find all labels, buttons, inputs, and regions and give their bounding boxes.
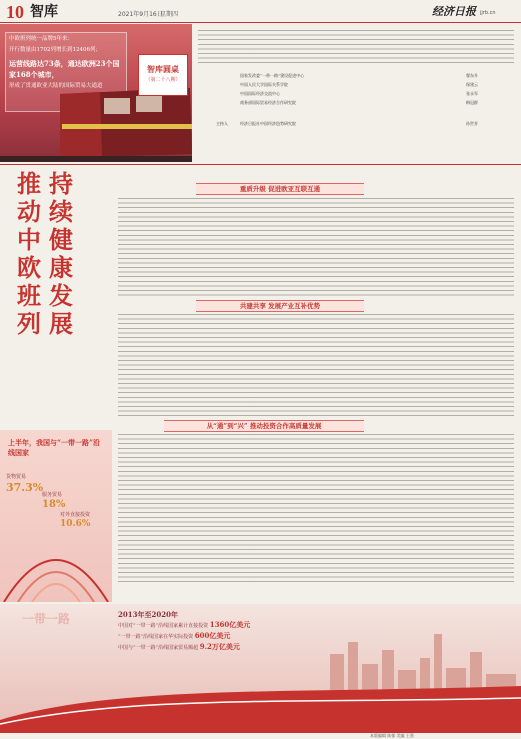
- info-line-text: 中国对“一带一路”沿线国家累计直接投资: [118, 623, 209, 629]
- watermark-text: 一带一路: [22, 612, 71, 626]
- stats-arches: [0, 538, 112, 602]
- stat-label: 服务贸易: [42, 492, 63, 498]
- issue-date: 2021年9月16日: [118, 11, 163, 18]
- section-title: 从“通”到“兴” 推动投资合作高质量发展: [206, 422, 322, 430]
- hero-card-line: 形成了贯通欧亚大陆的国际贸易大通道: [9, 83, 103, 89]
- section-heading-3: [164, 420, 364, 432]
- section-3-body: [118, 434, 514, 584]
- title-char: 中: [17, 225, 41, 254]
- title-char: 班: [17, 281, 41, 310]
- stat-item: [6, 474, 43, 494]
- title-char: 动: [17, 197, 41, 226]
- hero-card-line: 开行数量由1702列增长到12406列；: [9, 47, 101, 53]
- page-number: 10: [6, 2, 24, 22]
- info-line-value: 600亿美元: [194, 631, 231, 640]
- host-name: 孙世芳: [466, 121, 478, 126]
- intro-paragraph: [198, 30, 514, 64]
- section-heading-1: [196, 183, 364, 195]
- badge-subtitle: （第二十八期）: [145, 77, 181, 83]
- stat-label: 对外直接投资: [60, 512, 91, 518]
- title-char: 续: [49, 197, 73, 226]
- title-char: 持: [49, 169, 73, 198]
- guest-org: 国家发改委“一带一路”建设促进中心: [240, 73, 305, 78]
- stats-box: [0, 430, 112, 602]
- stat-value: 18%: [42, 499, 66, 510]
- section-1-body: [118, 198, 514, 298]
- main-title: [14, 170, 78, 420]
- bottom-banner: [0, 604, 521, 732]
- section-name: 智库: [30, 4, 58, 20]
- guest-name: 梅冠群: [466, 100, 478, 105]
- info-line: [118, 631, 318, 642]
- stat-label: 货物贸易: [6, 474, 27, 480]
- stat-item: [42, 492, 65, 511]
- guest-name: 保建云: [466, 82, 478, 87]
- guest-org: 商务部国际贸易经济合作研究院: [240, 100, 296, 105]
- stats-caption: 上半年，我国与“一带一路”沿线国家: [8, 438, 101, 457]
- section-title: 重质升级 促进欧亚互联互通: [239, 185, 321, 193]
- info-box: [118, 610, 318, 653]
- section-heading-2: [196, 300, 364, 312]
- guest-name: 翟东升: [466, 73, 478, 78]
- hero-card-line: 运营线路达73条，通达欧洲23个国家168个城市，: [9, 59, 120, 79]
- info-line: [118, 620, 318, 631]
- masthead: [0, 0, 521, 24]
- info-line-value: 9.2万亿美元: [199, 642, 240, 651]
- title-char: 欧: [17, 253, 41, 282]
- roundtable-badge: [138, 54, 188, 96]
- info-heading: 2013年至2020年: [118, 610, 178, 619]
- title-char: 康: [49, 253, 73, 282]
- footer-rule: [0, 732, 521, 733]
- host-label: 主持人: [216, 121, 228, 126]
- title-char: 发: [49, 281, 73, 310]
- guest-name: 张永军: [466, 91, 478, 96]
- title-char: 推: [17, 169, 41, 198]
- info-line-text: 中国与“一带一路”沿线国家贸易额超: [118, 645, 199, 651]
- title-char: 健: [49, 225, 73, 254]
- title-char: 展: [49, 309, 73, 338]
- title-col-1: [14, 170, 44, 338]
- issue-weekday: 星期四: [160, 11, 179, 18]
- hero-bottom-rule: [0, 164, 521, 165]
- newspaper-logo: 经济日报: [432, 5, 476, 18]
- badge-title: 智库圆桌: [147, 64, 179, 74]
- guest-org: 中国国际经济交流中心: [240, 91, 280, 96]
- stat-item: [60, 512, 90, 530]
- guest-org: 中国人民大学国际关系学院: [240, 82, 288, 87]
- stat-value: 37.3%: [6, 481, 44, 494]
- section-title: 共建共享 发展产业互补优势: [239, 302, 321, 310]
- stat-value: 10.6%: [60, 519, 91, 529]
- info-line-text: “一带一路”沿线国家在华实际投资: [118, 634, 194, 640]
- hero-image: [0, 24, 192, 162]
- site-url: jjrb.cn: [480, 10, 496, 16]
- host-org: 经济日报社中国经济趋势研究院: [240, 121, 296, 126]
- info-line-value: 1360亿美元: [209, 620, 251, 629]
- guest-list: [216, 72, 512, 142]
- info-line: [118, 642, 318, 653]
- masthead-rule: [0, 22, 521, 23]
- section-2-body: [118, 314, 514, 416]
- title-col-2: [46, 170, 76, 338]
- hero-card-line: 中欧班列统一品牌5年来：: [9, 36, 74, 42]
- footer-credits: 本版编辑 陈郁 美编 王墨: [370, 733, 414, 738]
- title-char: 列: [17, 309, 41, 338]
